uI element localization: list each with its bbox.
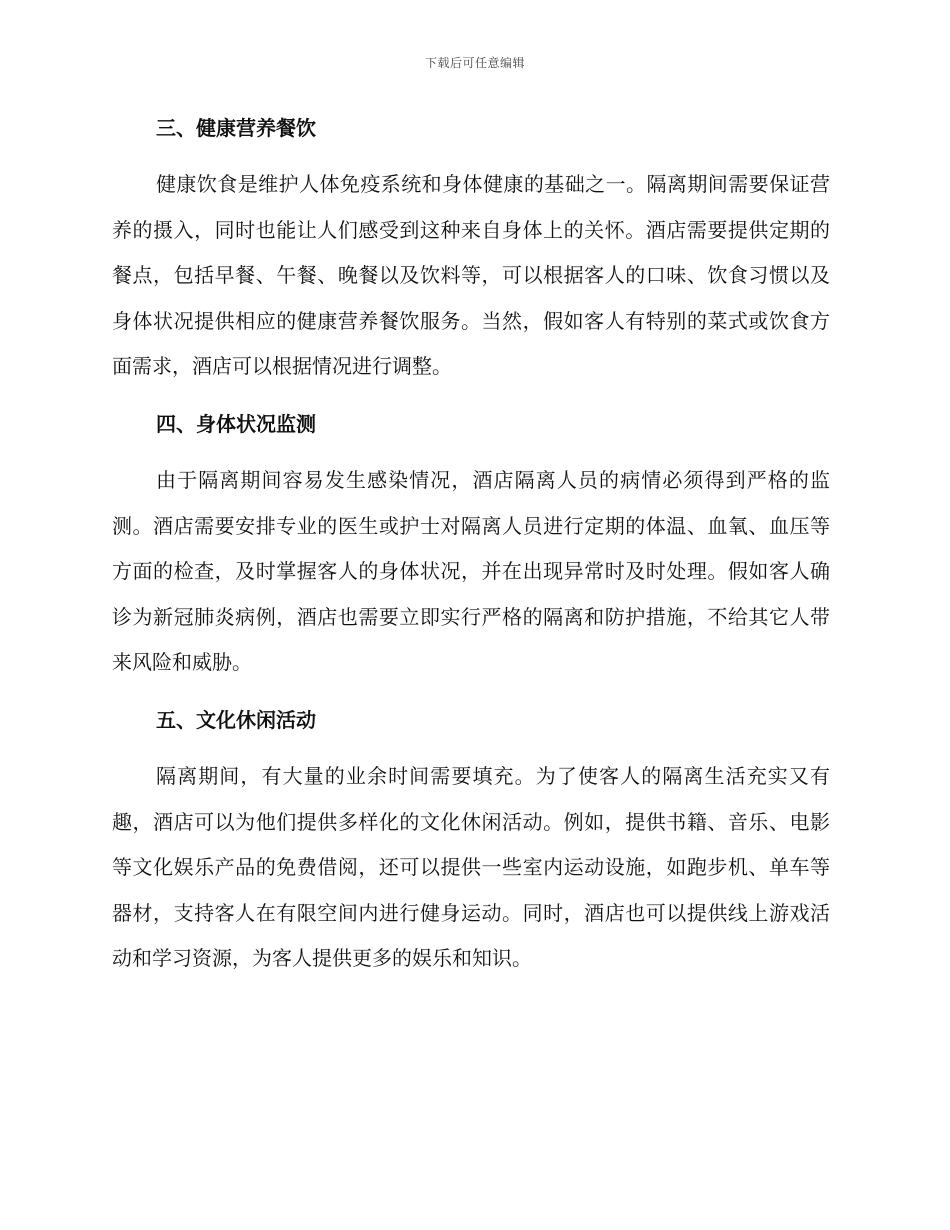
section-paragraph: 由于隔离期间容易发生感染情况，酒店隔离人员的病情必须得到严格的监测。酒店需要安排专业的医生或护士对隔离人员进行定期的体温、血氧、血压等方面的检查，及时掌握客人的身体状况，并在出现异常时及时处理。假如客人确诊为新冠肺炎病例，酒店也需要立即实行严格的隔离和防护措施，不给其它人带来风险和威胁。: [112, 467, 830, 675]
section-title: 三、健康营养餐饮: [156, 116, 316, 140]
section-paragraph: 健康饮食是维护人体免疫系统和身体健康的基础之一。隔离期间需要保证营养的摄入，同时也能让人们感受到这种来自身体上的关怀。酒店需要提供定期的餐点，包括早餐、午餐、晚餐以及饮料等，可以根据客人的口味、饮食习惯以及身体状况提供相应的健康营养餐饮服务。当然，假如客人有特别的菜式或饮食方面需求，酒店可以根据情况进行调整。: [112, 172, 830, 379]
page-header: 下载后可任意编辑: [424, 56, 525, 70]
section-healthy-diet: [112, 106, 830, 390]
section-paragraph: 隔离期间，有大量的业余时间需要填充。为了使客人的隔离生活充实又有趣，酒店可以为他们提供多样化的文化休闲活动。例如，提供书籍、音乐、电影等文化娱乐产品的免费借阅，还可以提供一些室内运动设施，如跑步机、单车等器材，支持客人在有限空间内进行健身运动。同时，酒店也可以提供线上游戏活动和学习资源，为客人提供更多的娱乐和知识。: [112, 763, 830, 971]
document-body: [112, 106, 830, 994]
section-health-monitoring: [112, 402, 830, 686]
section-leisure-activities: [112, 698, 830, 982]
section-title: 四、身体状况监测: [156, 411, 316, 436]
section-title: 五、文化休闲活动: [156, 707, 316, 732]
